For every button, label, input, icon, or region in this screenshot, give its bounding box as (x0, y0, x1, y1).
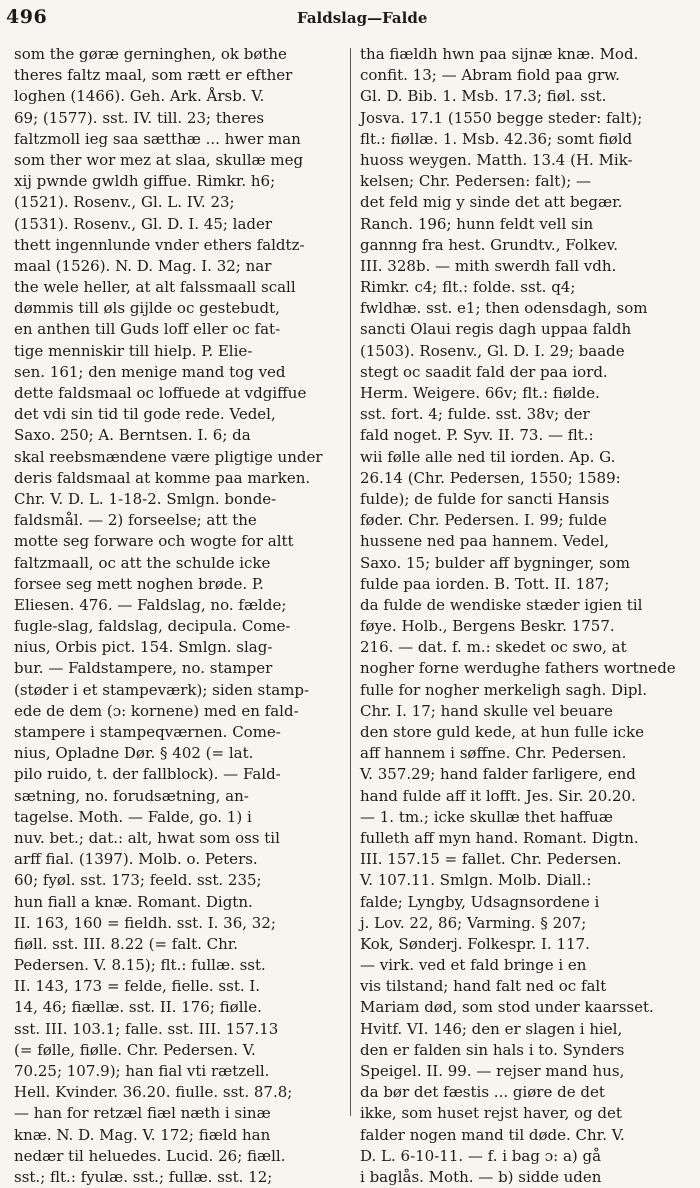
text-line: sst.; flt.: fyulæ. sst.; fullæ. sst. 12; (14, 1167, 273, 1186)
text-line: arff fial. (1397). Molb. o. Peters. (14, 850, 258, 869)
text-line: faltzmoll ieg saa sætthæ ... hwer man (14, 129, 301, 148)
text-line: i baglås. Moth. — b) sidde uden (360, 1167, 602, 1186)
text-line: (= følle, fiølle. Chr. Pedersen. V. (14, 1040, 256, 1059)
text-line: 216. — dat. f. m.: skedet oc swo, at (360, 638, 627, 657)
text-line: motte seg forware och wogte for altt (14, 532, 294, 551)
text-line: sst. III. 103.1; falle. sst. III. 157.13 (14, 1019, 279, 1038)
text-line: hussene ned paa hannem. Vedel, (360, 532, 610, 551)
text-line: kelsen; Chr. Pedersen: falt); — (360, 172, 592, 191)
text-line: Herm. Weigere. 66v; flt.: fiølde. (360, 384, 600, 402)
text-line: dømmis till øls gijlde oc gestebudt, (14, 299, 280, 318)
text-line: aff hannem i søffne. Chr. Pedersen. (360, 744, 627, 763)
text-line: nius, Orbis pict. 154. Smlgn. slag- (14, 638, 273, 657)
text-line: forsee seg mett noghen brøde. P. (14, 574, 264, 593)
text-line: III. 328b. — mith swerdh fall vdh. (360, 256, 617, 275)
text-line: thett ingennlunde vnder ethers faldtz- (14, 235, 305, 254)
text-line: Pedersen. V. 8.15); flt.: fullæ. sst. (14, 956, 266, 975)
text-line: Gl. D. Bib. 1. Msb. 17.3; fiøl. sst. (360, 87, 607, 106)
text-line: tagelse. Moth. — Falde, go. 1) i (14, 807, 252, 826)
text-line: III. 157.15 = fallet. Chr. Pedersen. (360, 850, 622, 869)
text-line: (støder i et stampeværk); siden stamp- (14, 680, 310, 699)
text-line: sst. fort. 4; fulde. sst. 38v; der (360, 405, 590, 424)
text-line: fulleth aff myn hand. Romant. Digtn. (360, 828, 639, 847)
text-line: bur. — Faldstampere, no. stamper (14, 659, 273, 678)
text-line: — han for retzæl fiæl næth i sinæ (14, 1104, 271, 1123)
text-line: fald noget. P. Syv. II. 73. — flt.: (360, 426, 594, 445)
text-line: Hvitf. VI. 146; den er slagen i hiel, (360, 1019, 623, 1038)
text-line: j. Lov. 22, 86; Varming. § 207; (360, 913, 587, 932)
text-line: 14, 46; fiællæ. sst. II. 176; fiølle. (14, 998, 262, 1017)
text-line: gannng fra hest. Grundtv., Folkev. (360, 235, 619, 254)
text-line: 60; fyøl. sst. 173; feeld. sst. 235; (14, 871, 262, 890)
text-line: (1503). Rosenv., Gl. D. I. 29; baade (360, 341, 625, 360)
text-line: 26.14 (Chr. Pedersen, 1550; 1589: (360, 468, 621, 487)
text-line: den er falden sin hals i to. Synders (360, 1040, 625, 1059)
text-line: fiøll. sst. III. 8.22 (= falt. Chr. (14, 934, 239, 953)
text-line: som the gøræ gerninghen, ok bøthe (14, 45, 287, 63)
text-line: Kok, Sønderj. Folkespr. I. 117. (360, 934, 590, 953)
text-line: flt.: fiøllæ. 1. Msb. 42.36; somt fiøld (360, 129, 633, 148)
text-line: tige menniskir till hielp. P. Elie- (14, 341, 253, 360)
text-line: fugle-slag, faldslag, decipula. Come- (14, 617, 291, 636)
text-line: faldsmål. — 2) forseelse; att the (14, 511, 257, 530)
text-line: Speigel. II. 99. — rejser mand hus, (360, 1062, 625, 1080)
text-line: ede de dem (ɔ: kornene) med en fald- (14, 701, 299, 720)
text-line: da bør det fæstis ... giøre de det (360, 1083, 605, 1102)
text-line: pilo ruido, t. der fallblock). — Fald- (14, 765, 281, 784)
text-line: Eliesen. 476. — Faldslag, no. fælde; (14, 595, 287, 614)
text-line: fulde); de fulde for sancti Hansis (360, 489, 610, 508)
text-line: II. 163, 160 = fieldh. sst. I. 36, 32; (14, 913, 276, 932)
text-line: føder. Chr. Pedersen. I. 99; fulde (360, 511, 607, 530)
text-line: Saxo. 15; bulder aff bygninger, som (360, 553, 631, 572)
text-line: vis tilstand; hand falt ned oc falt (360, 977, 607, 996)
text-line: xij pwnde gwldh giffue. Rimkr. h6; (14, 172, 276, 191)
text-line: — 1. tm.; icke skullæ thet haffuæ (360, 807, 613, 826)
running-head: Faldslag—Falde (297, 9, 428, 27)
text-line: huoss weygen. Matth. 13.4 (H. Mik- (360, 150, 633, 169)
text-line: confit. 13; — Abram fiold paa grw. (360, 66, 620, 85)
page-header (0, 0, 700, 40)
text-line: theres faltz maal, som rætt er efther (14, 66, 293, 85)
text-line: V. 107.11. Smlgn. Molb. Diall.: (360, 871, 592, 890)
text-line: 70.25; 107.9); han fial vti rætzell. (14, 1062, 270, 1080)
text-line: Mariam død, som stod under kaarsset. (360, 998, 654, 1017)
text-line: falde; Lyngby, Udsagnsordene i (360, 892, 600, 911)
text-line: det vdi sin tid til gode rede. Vedel, (14, 405, 276, 424)
text-line: sancti Olaui regis dagh uppaa faldh (360, 320, 632, 339)
text-line: som ther wor mez at slaa, skullæ meg (14, 150, 304, 169)
text-line: da fulde de wendiske stæder igien til (360, 595, 643, 614)
text-line: en anthen till Guds loff eller oc fat- (14, 320, 281, 339)
text-line: fulde paa iorden. B. Tott. II. 187; (360, 574, 610, 593)
text-line: stegt oc saadit fald der paa iord. (360, 362, 608, 381)
text-line: the wele heller, at alt falssmaall scall (14, 278, 296, 297)
text-line: nius, Opladne Dør. § 402 (= lat. (14, 744, 254, 763)
text-line: Ranch. 196; hunn feldt vell sin (360, 214, 594, 233)
text-line: nedær til heluedes. Lucid. 26; fiæll. (14, 1146, 286, 1165)
text-line: dette faldsmaal oc loffuede at vdgiffue (14, 384, 307, 402)
text-line: Josva. 17.1 (1550 begge steder: falt); (360, 108, 643, 127)
text-line: Saxo. 250; A. Berntsen. I. 6; da (14, 426, 251, 445)
text-line: faltzmaall, oc att the schulde icke (14, 553, 271, 572)
text-line: fwldhæ. sst. e1; then odensdagh, som (360, 299, 648, 318)
right-text-column (360, 44, 690, 1186)
text-line: ikke, som huset rejst haver, og det (360, 1104, 622, 1123)
page-number: 496 (6, 6, 48, 28)
text-line: II. 143, 173 = felde, fielle. sst. I. (14, 977, 261, 996)
text-line: Chr. V. D. L. 1-18-2. Smlgn. bonde- (14, 489, 277, 508)
text-line: sætning, no. forudsætning, an- (14, 786, 249, 805)
text-line: falder nogen mand til døde. Chr. V. (360, 1125, 625, 1144)
text-line: loghen (1466). Geh. Ark. Årsb. V. (14, 87, 265, 106)
text-line: — virk. ved et fald bringe i en (360, 956, 587, 975)
text-line: V. 357.29; hand falder farligere, end (360, 765, 636, 784)
text-line: (1531). Rosenv., Gl. D. I. 45; lader (14, 214, 273, 233)
text-line: maal (1526). N. D. Mag. I. 32; nar (14, 256, 272, 275)
text-line: nuv. bet.; dat.: alt, hwat som oss til (14, 828, 280, 847)
text-line: det feld mig y sinde det att begær. (360, 193, 623, 212)
text-line: Hell. Kvinder. 36.20. fiulle. sst. 87.8; (14, 1083, 293, 1102)
text-line: tha fiældh hwn paa sijnæ knæ. Mod. (360, 45, 639, 63)
text-line: føye. Holb., Bergens Beskr. 1757. (360, 617, 615, 636)
text-line: skal reebsmændene være pligtige under (14, 447, 323, 466)
text-line: stampere i stampeqværnen. Come- (14, 723, 281, 741)
text-line: sen. 161; den menige mand tog ved (14, 362, 286, 381)
text-line: wii følle alle ned til iorden. Ap. G. (360, 447, 616, 466)
text-line: Chr. I. 17; hand skulle vel beuare (360, 701, 613, 720)
text-line: (1521). Rosenv., Gl. L. IV. 23; (14, 193, 235, 212)
text-line: Rimkr. c4; flt.: folde. sst. q4; (360, 278, 576, 297)
text-line: den store guld kede, at hun fulle icke (360, 723, 644, 741)
text-line: D. L. 6-10-11. — f. i bag ɔ: a) gå (360, 1146, 602, 1165)
text-line: deris faldsmaal at komme paa marken. (14, 468, 311, 487)
text-line: knæ. N. D. Mag. V. 172; fiæld han (14, 1125, 271, 1144)
column-divider (350, 48, 351, 1116)
left-text-column (14, 44, 344, 1186)
text-line: hand fulde aff it lofft. Jes. Sir. 20.20. (360, 786, 636, 805)
text-line: nogher forne werdughe fathers wortnede (360, 659, 676, 678)
text-line: hun fiall a knæ. Romant. Digtn. (14, 892, 253, 911)
text-line: fulle for nogher merkeligh sagh. Dipl. (360, 680, 648, 699)
text-line: 69; (1577). sst. IV. till. 23; theres (14, 108, 265, 127)
